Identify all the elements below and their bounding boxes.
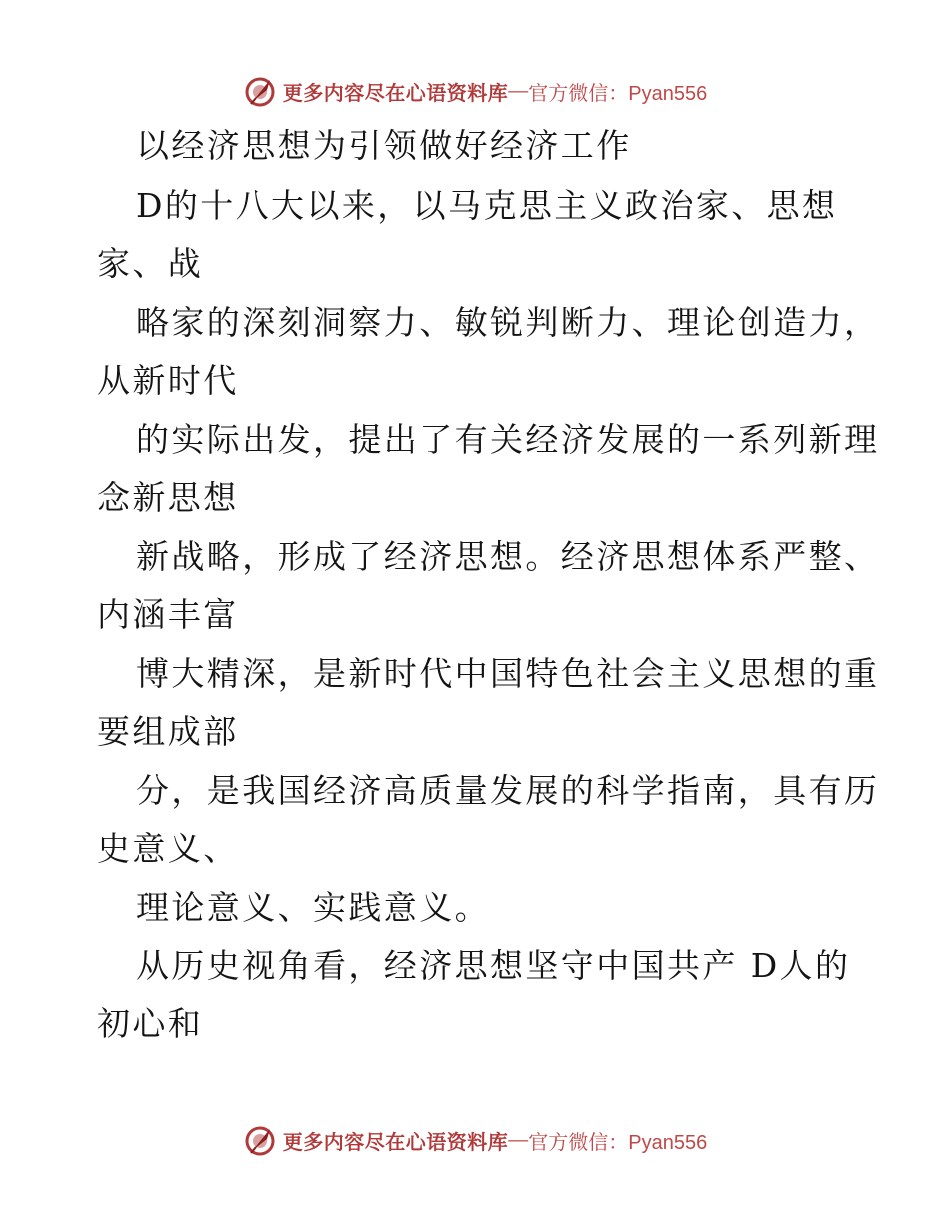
watermark-separator: — xyxy=(508,79,529,102)
watermark-separator: — xyxy=(508,1128,529,1151)
paragraph-line: 初心和 xyxy=(97,1004,204,1043)
quill-pen-logo-icon xyxy=(243,1123,277,1157)
watermark-site-text: 更多内容尽在心语资料库 xyxy=(282,80,509,105)
paragraph-line: 略家的深刻洞察力、敏锐判断力、理论创造力， xyxy=(136,303,880,342)
paragraph-line: 从新时代 xyxy=(97,361,239,400)
document-title: 以经济思想为引领做好经济工作 xyxy=(136,126,632,165)
paragraph-line: 内涵丰富 xyxy=(97,595,239,634)
watermark-wechat-text: 官方微信：Pyan556 xyxy=(528,82,708,105)
paragraph-line: 要组成部 xyxy=(97,712,239,751)
watermark-wechat-text: 官方微信：Pyan556 xyxy=(528,1131,708,1154)
paragraph-line: 念新思想 xyxy=(97,478,239,517)
paragraph-line: 的实际出发，提出了有关经济发展的一系列新理 xyxy=(136,420,880,459)
paragraph-line: 新战略，形成了经济思想。经济思想体系严整、 xyxy=(136,537,880,576)
paragraph-line: 从历史视角看，经济思想坚守中国共产 D人的 xyxy=(136,946,851,985)
paragraph-line: 理论意义、实践意义。 xyxy=(136,888,490,927)
paragraph-line: D的十八大以来，以马克思主义政治家、思想 xyxy=(136,186,838,225)
paragraph-line: 博大精深，是新时代中国特色社会主义思想的重 xyxy=(136,654,880,693)
watermark-site-text: 更多内容尽在心语资料库 xyxy=(282,1129,509,1154)
paragraph-line: 史意义、 xyxy=(97,829,239,868)
paragraph-line: 分，是我国经济高质量发展的科学指南，具有历 xyxy=(136,771,880,810)
footer-watermark xyxy=(0,1120,950,1160)
paragraph-line: 家、战 xyxy=(97,244,204,283)
